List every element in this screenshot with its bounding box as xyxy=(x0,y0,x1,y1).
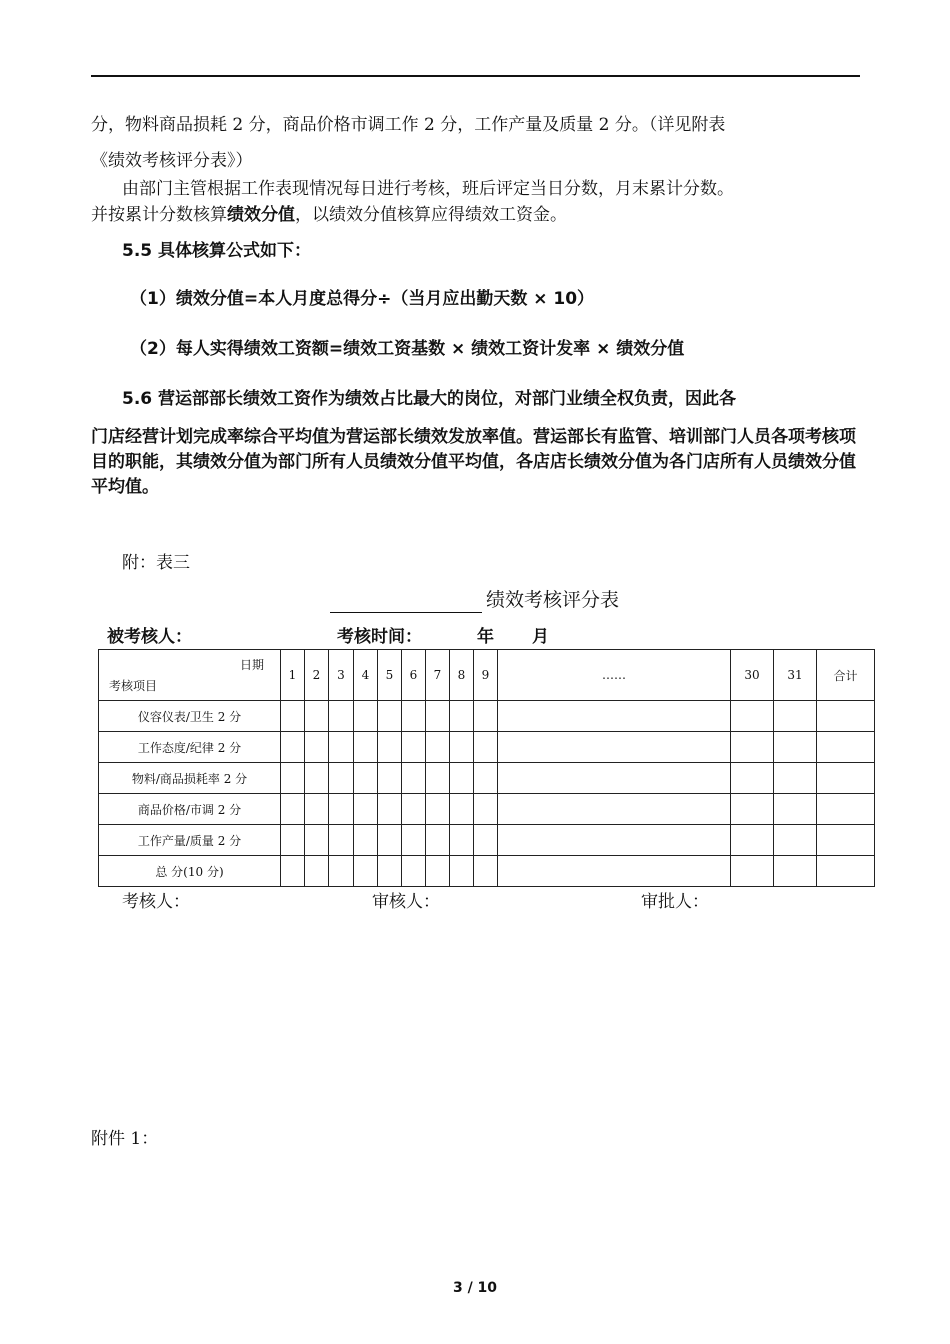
score-cell[interactable] xyxy=(426,732,450,763)
corner-cell xyxy=(99,650,281,701)
formula-1: （1）绩效分值=本人月度总得分÷（当月应出勤天数 × 10） xyxy=(130,289,595,309)
score-cell[interactable] xyxy=(281,825,305,856)
score-cell[interactable] xyxy=(305,732,329,763)
score-cell[interactable] xyxy=(450,856,474,887)
section-paragraph: 5.6 营运部部长绩效工资作为绩效占比最大的岗位，对部门业绩全权负责，因此各 xyxy=(122,389,737,409)
score-cell[interactable] xyxy=(774,825,817,856)
score-cell[interactable] xyxy=(450,701,474,732)
score-cell[interactable] xyxy=(281,856,305,887)
day-header: 6 xyxy=(402,650,426,701)
score-cell[interactable] xyxy=(774,763,817,794)
score-cell[interactable] xyxy=(426,825,450,856)
score-cell[interactable] xyxy=(378,763,402,794)
score-cell[interactable] xyxy=(731,732,774,763)
total-cell[interactable] xyxy=(817,856,875,887)
day-header: 1 xyxy=(281,650,305,701)
score-cell[interactable] xyxy=(402,763,426,794)
approver-signature: 审批人： xyxy=(641,892,709,912)
score-cell[interactable] xyxy=(731,763,774,794)
total-header: 合计 xyxy=(817,650,875,701)
day-header: 8 xyxy=(450,650,474,701)
row-label: 工作态度/纪律 2 分 xyxy=(99,732,281,763)
score-cell[interactable] xyxy=(354,856,378,887)
score-cell[interactable] xyxy=(774,856,817,887)
formula-2: （2）每人实得绩效工资额=绩效工资基数 × 绩效工资计发率 × 绩效分值 xyxy=(130,339,685,359)
score-cell[interactable] xyxy=(329,732,354,763)
score-cell[interactable] xyxy=(474,856,498,887)
text-span: 并按累计分数核算 xyxy=(91,205,227,225)
time-label: 考核时间： xyxy=(337,627,422,647)
score-cell[interactable] xyxy=(354,763,378,794)
table-header-row xyxy=(99,650,875,701)
score-cell[interactable] xyxy=(731,794,774,825)
year-label: 年 xyxy=(477,627,494,647)
score-cell[interactable] xyxy=(329,701,354,732)
day-header: 31 xyxy=(774,650,817,701)
score-cell[interactable] xyxy=(426,763,450,794)
score-cell[interactable] xyxy=(450,825,474,856)
paragraph-line: 由部门主管根据工作表现情况每日进行考核，班后评定当日分数，月末累计分数。 xyxy=(122,179,734,199)
score-cell[interactable] xyxy=(378,732,402,763)
score-cell[interactable] xyxy=(281,732,305,763)
assessor-signature: 考核人： xyxy=(122,892,190,912)
score-cell[interactable] xyxy=(498,794,731,825)
appendix-label: 附：表三 xyxy=(122,553,190,573)
bold-term: 绩效分值 xyxy=(227,205,295,225)
day-header: 2 xyxy=(305,650,329,701)
header-rule xyxy=(91,75,860,77)
score-cell[interactable] xyxy=(774,701,817,732)
table-row xyxy=(99,763,875,794)
month-blank xyxy=(494,631,532,650)
score-cell[interactable] xyxy=(281,701,305,732)
row-label: 物料/商品损耗率 2 分 xyxy=(99,763,281,794)
total-cell[interactable] xyxy=(817,763,875,794)
form-title xyxy=(330,587,619,613)
score-cell[interactable] xyxy=(281,763,305,794)
score-cell[interactable] xyxy=(402,701,426,732)
paragraph-line xyxy=(91,202,567,228)
table-row xyxy=(99,825,875,856)
table-row xyxy=(99,701,875,732)
score-cell[interactable] xyxy=(402,732,426,763)
score-cell[interactable] xyxy=(354,732,378,763)
score-cell[interactable] xyxy=(498,856,731,887)
score-cell[interactable] xyxy=(731,856,774,887)
score-cell[interactable] xyxy=(305,763,329,794)
text-span: ，以绩效分值核算应得绩效工资金。 xyxy=(295,205,567,225)
score-cell[interactable] xyxy=(731,825,774,856)
score-cell[interactable] xyxy=(498,763,731,794)
year-blank xyxy=(422,631,477,650)
score-cell[interactable] xyxy=(305,856,329,887)
row-label: 工作产量/质量 2 分 xyxy=(99,825,281,856)
score-cell[interactable] xyxy=(378,825,402,856)
score-cell[interactable] xyxy=(354,825,378,856)
score-cell[interactable] xyxy=(329,794,354,825)
score-cell[interactable] xyxy=(305,701,329,732)
day-header: 4 xyxy=(354,650,378,701)
section-heading: 5.5 具体核算公式如下： xyxy=(122,241,312,261)
score-cell[interactable] xyxy=(402,856,426,887)
score-cell[interactable] xyxy=(426,701,450,732)
total-cell[interactable] xyxy=(817,732,875,763)
score-cell[interactable] xyxy=(354,794,378,825)
score-cell[interactable] xyxy=(474,825,498,856)
row-label: 总 分(10 分) xyxy=(99,856,281,887)
attachment-label: 附件 1： xyxy=(91,1129,159,1149)
score-cell[interactable] xyxy=(474,732,498,763)
ellipsis-header: …… xyxy=(498,650,731,701)
score-cell[interactable] xyxy=(731,701,774,732)
score-cell[interactable] xyxy=(329,763,354,794)
score-cell[interactable] xyxy=(378,794,402,825)
score-cell[interactable] xyxy=(450,794,474,825)
score-cell[interactable] xyxy=(426,794,450,825)
table-row xyxy=(99,856,875,887)
score-cell[interactable] xyxy=(498,825,731,856)
score-cell[interactable] xyxy=(498,701,731,732)
paragraph-line: 分，物料商品损耗 2 分，商品价格市调工作 2 分，工作产量及质量 2 分。（详见附表 xyxy=(91,115,726,135)
day-header: 7 xyxy=(426,650,450,701)
score-cell[interactable] xyxy=(474,763,498,794)
score-cell[interactable] xyxy=(378,856,402,887)
score-cell[interactable] xyxy=(378,701,402,732)
total-cell[interactable] xyxy=(817,794,875,825)
score-cell[interactable] xyxy=(329,856,354,887)
page-number: 3 / 10 xyxy=(452,1280,498,1296)
total-cell[interactable] xyxy=(817,701,875,732)
paragraph-line: 《绩效考核评分表》） xyxy=(91,151,253,171)
day-header: 9 xyxy=(474,650,498,701)
score-cell[interactable] xyxy=(498,732,731,763)
assessment-time xyxy=(337,624,549,650)
score-cell[interactable] xyxy=(305,794,329,825)
day-header: 5 xyxy=(378,650,402,701)
table-row xyxy=(99,794,875,825)
form-title-text: 绩效考核评分表 xyxy=(486,589,620,611)
date-header: 日期 xyxy=(239,658,264,672)
day-header: 3 xyxy=(329,650,354,701)
reviewer-signature: 审核人： xyxy=(372,892,440,912)
item-header: 考核项目 xyxy=(109,679,158,693)
score-cell[interactable] xyxy=(281,794,305,825)
table-row xyxy=(99,732,875,763)
score-cell[interactable] xyxy=(474,794,498,825)
section-paragraph: 门店经营计划完成率综合平均值为营运部长绩效发放率值。营运部长有监管、培训部门人员各项考核项目的职能，其绩效分值为部门所有人员绩效分值平均值，各店店长绩效分值为各门店所有人员绩效分值平均值。 xyxy=(91,427,856,497)
score-cell[interactable] xyxy=(329,825,354,856)
score-cell[interactable] xyxy=(426,856,450,887)
score-cell[interactable] xyxy=(450,732,474,763)
row-label: 商品价格/市调 2 分 xyxy=(99,794,281,825)
score-table xyxy=(98,649,875,887)
total-cell[interactable] xyxy=(817,825,875,856)
score-cell[interactable] xyxy=(450,763,474,794)
score-cell[interactable] xyxy=(305,825,329,856)
score-cell[interactable] xyxy=(354,701,378,732)
month-label: 月 xyxy=(532,627,549,647)
title-blank-line xyxy=(330,592,482,613)
day-header: 30 xyxy=(731,650,774,701)
subject-label: 被考核人： xyxy=(107,627,192,647)
score-cell[interactable] xyxy=(402,825,426,856)
score-cell[interactable] xyxy=(774,794,817,825)
score-cell[interactable] xyxy=(474,701,498,732)
row-label: 仪容仪表/卫生 2 分 xyxy=(99,701,281,732)
score-cell[interactable] xyxy=(774,732,817,763)
score-cell[interactable] xyxy=(402,794,426,825)
